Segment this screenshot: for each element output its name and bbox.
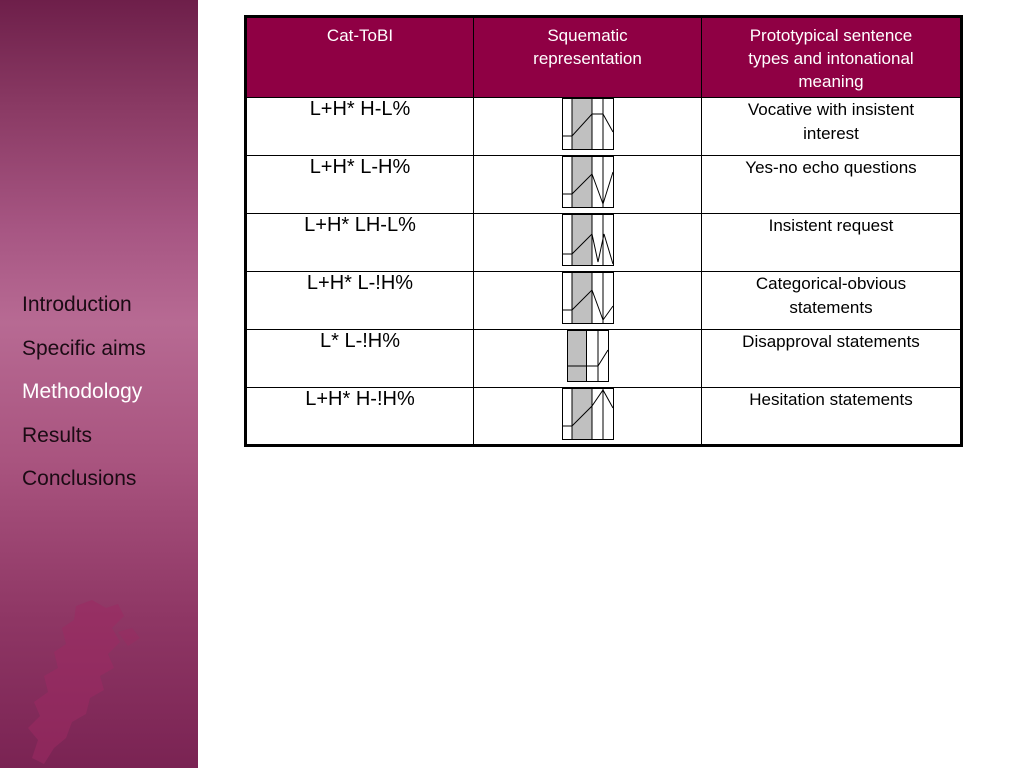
nav-item-results[interactable]: Results: [22, 423, 93, 447]
nav-item-methodology[interactable]: Methodology: [22, 380, 143, 403]
tobi-label: L+H* L-H%: [246, 156, 474, 214]
header-col3-line3: meaning: [798, 72, 864, 91]
header-cat-tobi: [246, 17, 474, 98]
meaning-line2: statements: [789, 298, 873, 317]
meaning-line1: Disapproval statements: [742, 332, 920, 351]
nav-item-conclusions[interactable]: Conclusions: [22, 467, 137, 490]
meaning-line2: interest: [803, 124, 859, 143]
pitch-contour-diagram: [567, 330, 609, 382]
sidebar-nav: [22, 290, 146, 508]
tobi-label: L+H* LH-L%: [246, 214, 474, 272]
tobi-label: L* L-!H%: [246, 330, 474, 388]
cat-tobi-table: [244, 15, 963, 447]
meaning-line1: Hesitation statements: [749, 390, 913, 409]
table-row: [246, 156, 962, 214]
sentence-type-meaning: [702, 214, 962, 272]
pitch-contour-diagram: [562, 272, 614, 324]
header-squematic-representation: [474, 17, 702, 98]
meaning-line1: Categorical-obvious: [755, 274, 907, 293]
contour-scheme: [474, 330, 702, 388]
table-row: [246, 98, 962, 156]
header-col3-line2: types and intonational: [748, 49, 914, 68]
header-col2-line2: representation: [533, 49, 642, 68]
sentence-type-meaning: [702, 272, 962, 330]
table-row: [246, 388, 962, 446]
nav-item-introduction[interactable]: Introduction: [22, 293, 132, 316]
header-col3-line1: Prototypical sentence: [749, 26, 913, 45]
pitch-contour-diagram: [562, 98, 614, 150]
header-cat-tobi-label: Cat-ToBI: [326, 26, 394, 45]
table-row: [246, 330, 962, 388]
table-header-row: [246, 17, 962, 98]
sentence-type-meaning: [702, 330, 962, 388]
pitch-contour-diagram: [562, 214, 614, 266]
contour-scheme: [474, 214, 702, 272]
tobi-label: L+H* H-L%: [246, 98, 474, 156]
sidebar: [0, 0, 198, 768]
nav-item-specific-aims[interactable]: Specific aims: [22, 336, 146, 360]
contour-scheme: [474, 98, 702, 156]
meaning-line1: Yes-no echo questions: [745, 158, 917, 177]
sentence-type-meaning: [702, 156, 962, 214]
tobi-label: L+H* H-!H%: [246, 388, 474, 446]
contour-scheme: [474, 388, 702, 446]
pitch-contour-diagram: [562, 156, 614, 208]
meaning-line1: Vocative with insistent: [747, 100, 915, 119]
meaning-line1: Insistent request: [768, 216, 894, 235]
header-col2-line1: Squematic: [547, 26, 628, 45]
pitch-contour-diagram: [562, 388, 614, 440]
contour-scheme: [474, 156, 702, 214]
header-sentence-types: [702, 17, 962, 98]
table-row: [246, 272, 962, 330]
sentence-type-meaning: [702, 98, 962, 156]
table-row: [246, 214, 962, 272]
sentence-type-meaning: [702, 388, 962, 446]
contour-scheme: [474, 272, 702, 330]
tobi-label: L+H* L-!H%: [246, 272, 474, 330]
catalonia-map-decoration: [14, 598, 164, 768]
